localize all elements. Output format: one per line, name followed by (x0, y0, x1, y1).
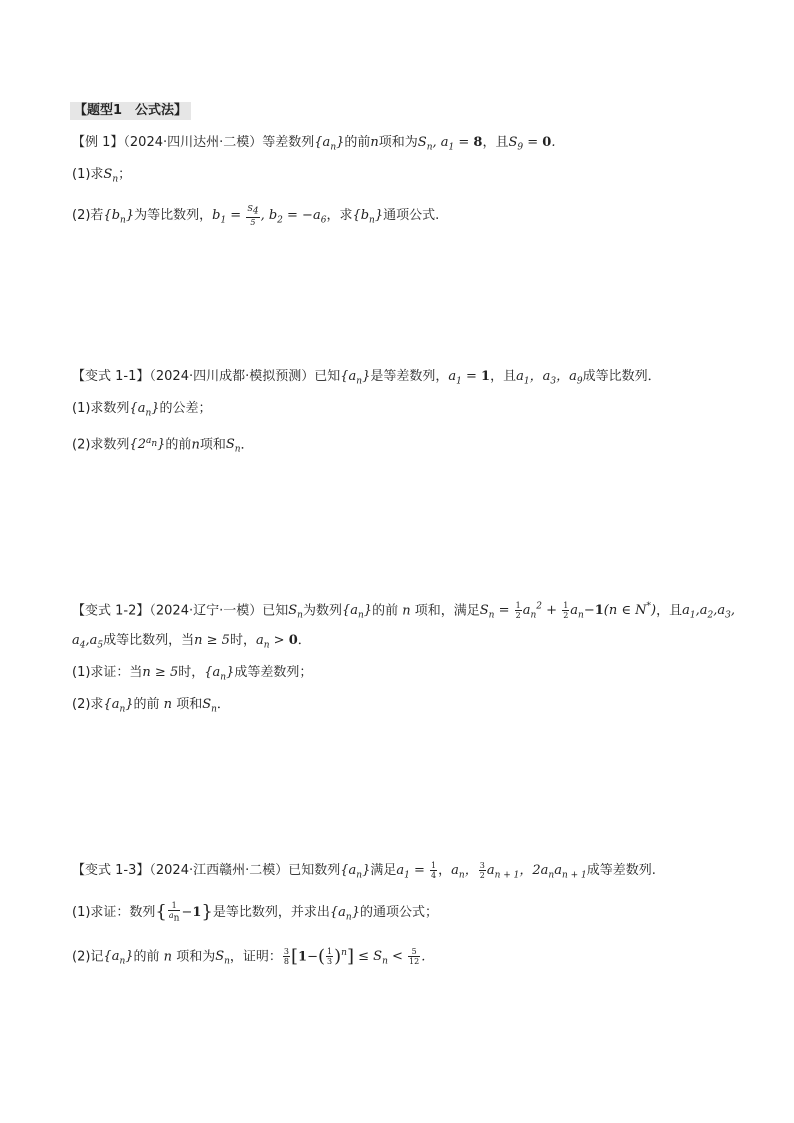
variant-1-2-q1: (1)求证：当n ≥ 5时，$\{a_n\}$成等差数列； (72, 665, 313, 683)
variant-1-2-q2: (2)求$\{a_n\}$的前 n 项和$S_n$． (72, 697, 230, 715)
example-1-stem: 【例 1】（2024·四川达州·二模）等差数列$\{a_n\}$的前n项和为$S_n$, $a_1 = 8$，且$S_9 = 0$. (72, 135, 556, 153)
variant-1-2-stem: 【变式 1-2】（2024·辽宁·一模）已知$S_n$为数列$\{a_n\}$的前 n 项和，满足$S_n$ = $\frac{1}{2}$ $a_n^2$ + $\frac{1}{2}$ $a_n-1(n$ ∈ N*)，且$a_1,a_2,a_3$, (72, 601, 735, 621)
variant-1-3-q1: (1)求证：数列{ $\frac{1}{a_n}$ −1}是等比数列，并求出$\{a_n\}$的通项公式； (72, 901, 438, 924)
variant-1-1-q1: (1)求数列$\{a_n\}$的公差； (72, 401, 212, 419)
variant-1-3-q2: (2)记$\{a_n\}$的前 n 项和为$S_n$，证明： $\frac{3}{8}$ [1−( $\frac{1}{3}$ )$^n] \le S_n$ < $\frac{5}{12}$ . (72, 945, 426, 967)
example-1-q1: (1)求$S_n$； (72, 167, 132, 185)
section-title: 【题型1 公式法】 (70, 102, 191, 120)
variant-1-2-line2: $a_4,a_5$成等比数列，当n ≥ 5时，$a_n > 0$． (72, 633, 311, 651)
example-1-q2: (2)若$\{b_n\}$为等比数列，$b_1$ = $\frac{S_4}{5}$ , $b_2 = -a_6$，求$\{b_n\}$通项公式. (72, 204, 440, 227)
variant-1-1-stem: 【变式 1-1】（2024·四川成都·模拟预测）已知$\{a_n\}$是等差数列，$a_1 = 1$，且$a_1$，$a_3$，$a_9$成等比数列． (72, 369, 661, 387)
variant-1-3-stem: 【变式 1-3】（2024·江西赣州·二模）已知数列$\{a_n\}$满足$a_1$ = $\frac{1}{4}$ ，$a_n$， $\frac{3}{2}$ $a_{n + 1}$，$2a_na_{n + 1}$成等差数列. (72, 861, 656, 881)
variant-1-1-q2: (2)求数列$\{2^{a_n}\}$的前n项和$S_n$． (72, 436, 254, 455)
